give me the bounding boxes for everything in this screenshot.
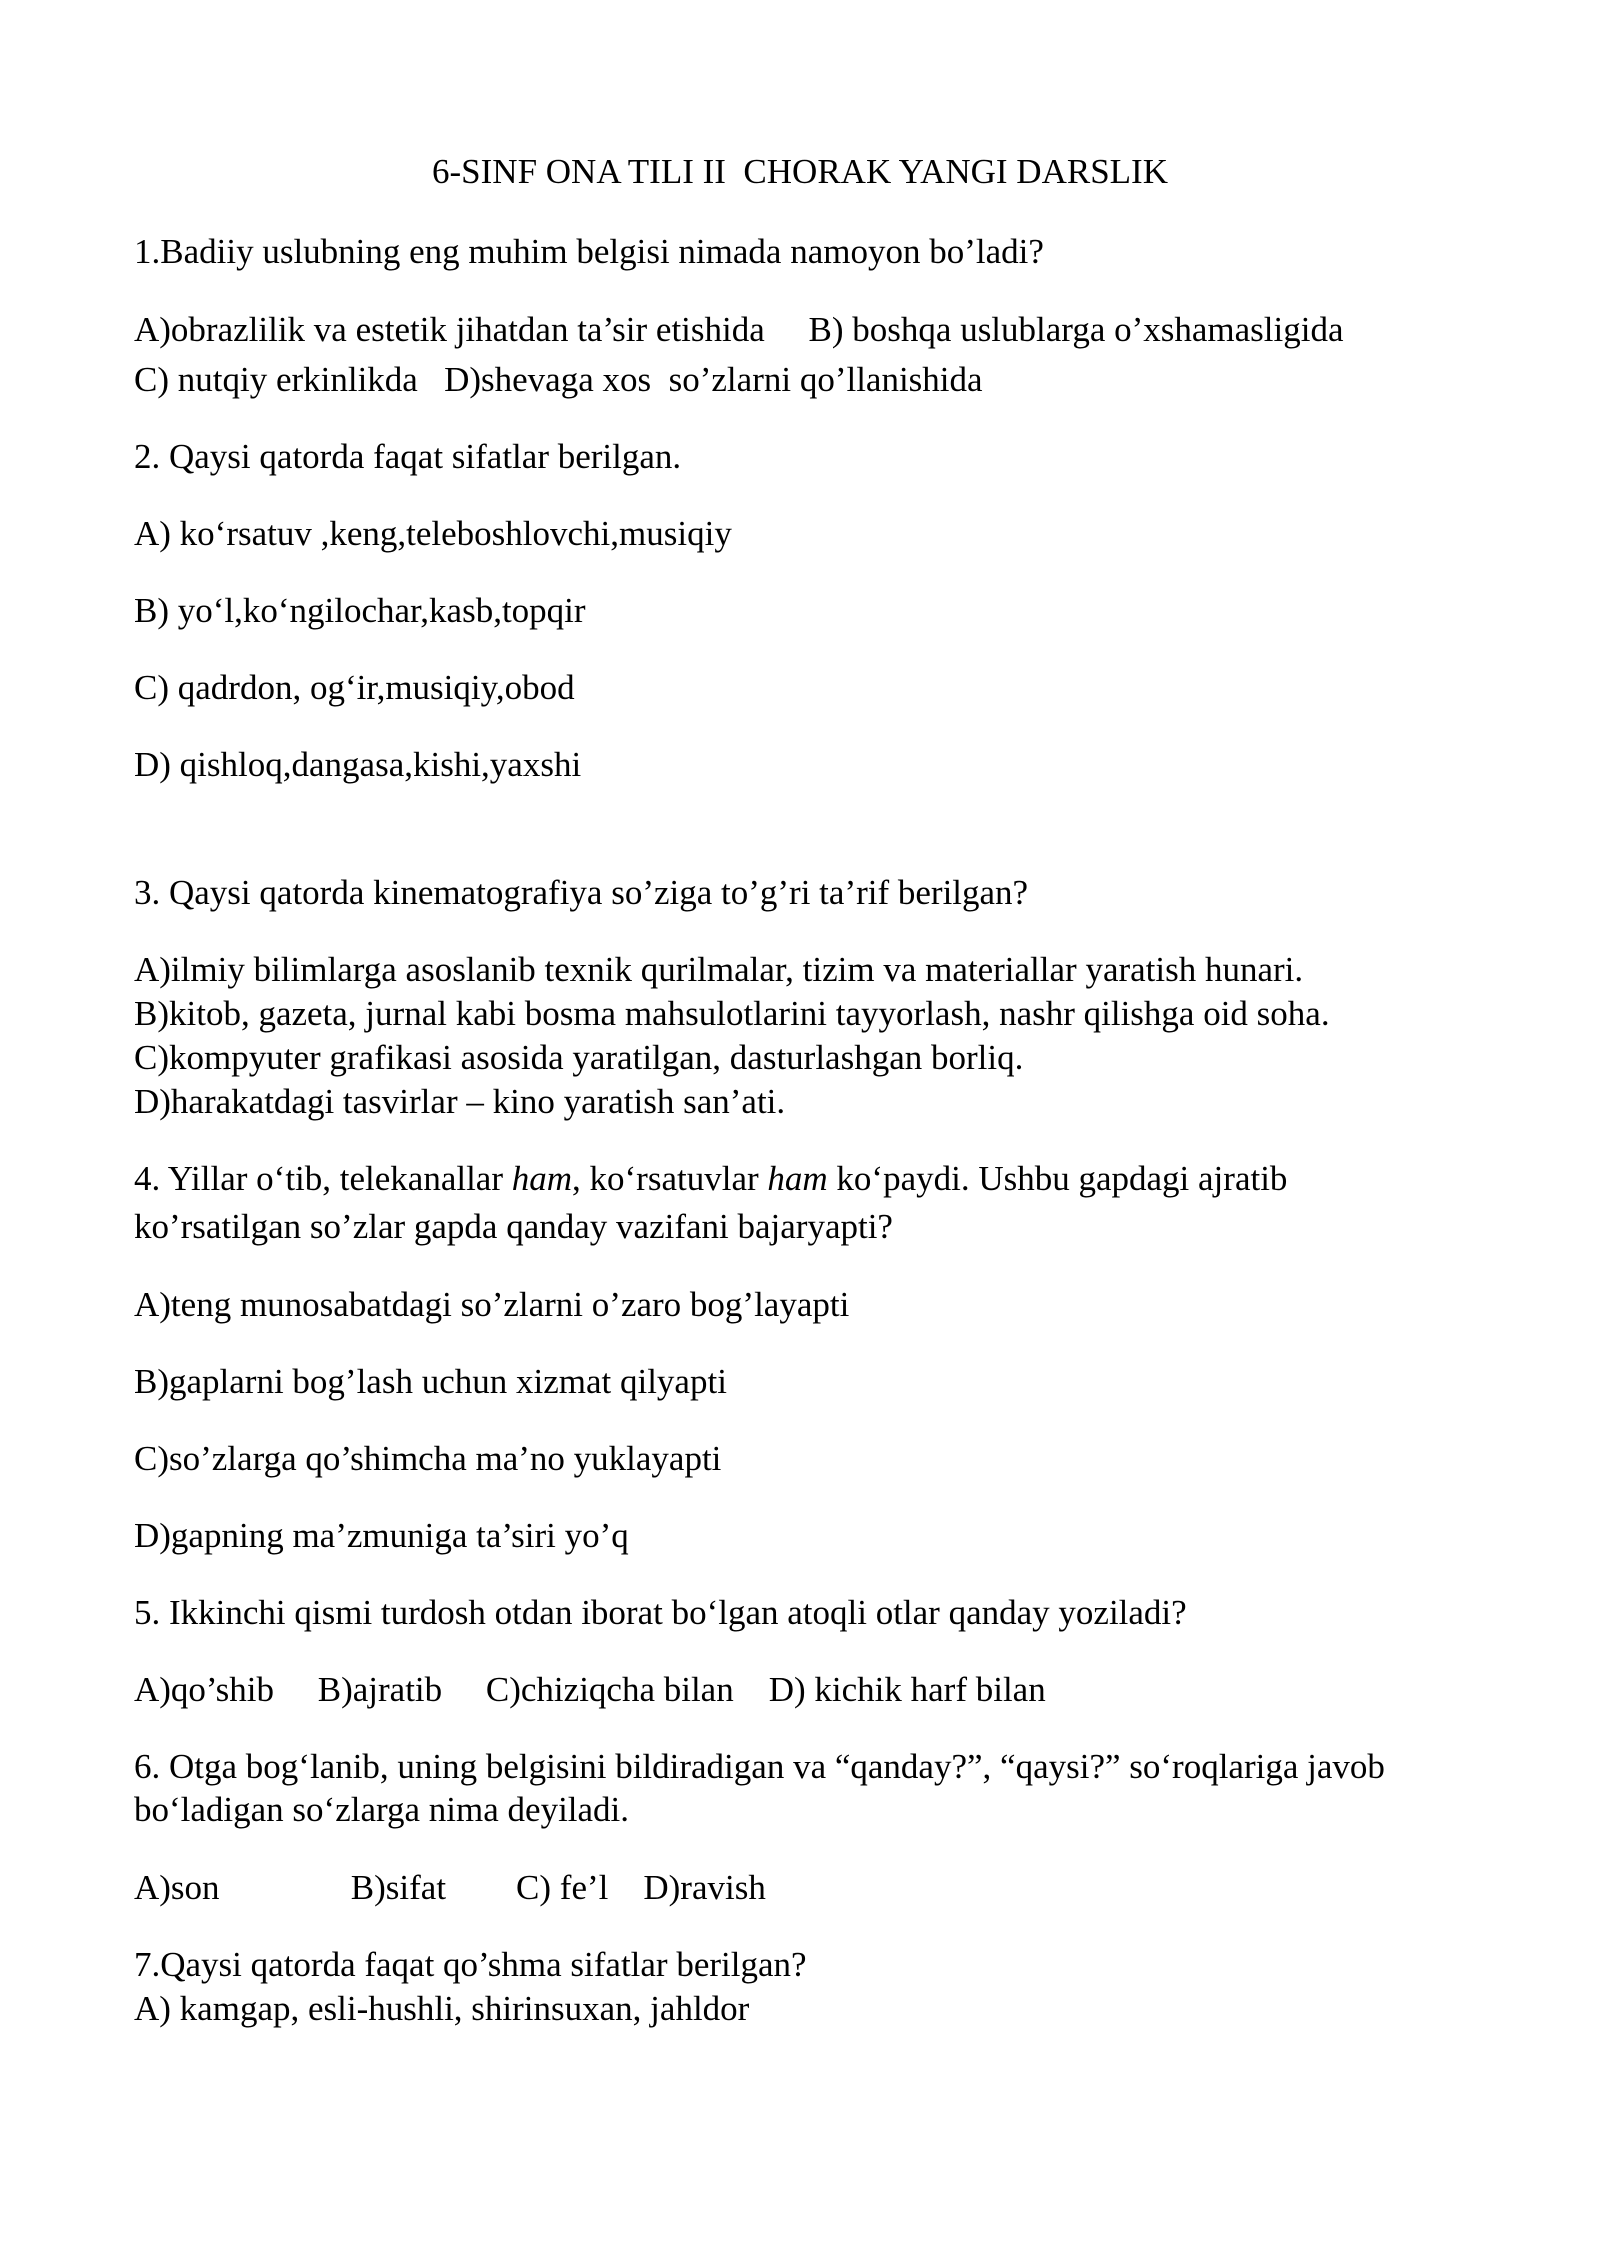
question-4-line-2: ko’rsatilgan so’zlar gapda qanday vazifani bajaryapti? <box>134 1207 893 1246</box>
question-3-option-b: B)kitob, gazeta, jurnal kabi bosma mahsulotlarini tayyorlash, nashr qilishga oid soha. <box>134 994 1330 1033</box>
question-2-option-b: B) yo‘l,ko‘ngilochar,kasb,topqir <box>134 591 586 630</box>
question-4-option-c: C)so’zlarga qo’shimcha ma’no yuklayapti <box>134 1439 722 1478</box>
question-4-text-part: , ko‘rsatuvlar <box>572 1159 768 1198</box>
question-2-option-d: D) qishloq,dangasa,kishi,yaxshi <box>134 745 582 784</box>
question-4-emphasis-ham-2: ham <box>767 1159 828 1198</box>
question-1: 1.Badiiy uslubning eng muhim belgisi nimada namoyon bo’ladi? <box>134 232 1044 271</box>
question-4-emphasis-ham-1: ham <box>511 1159 573 1198</box>
question-4-text-part: ko‘paydi. Ushbu gapdagi ajratib <box>827 1159 1288 1198</box>
question-6-line-1: 6. Otga bog‘lanib, uning belgisini bildiradigan va “qanday?”, “qaysi?” so‘roqlariga javob <box>134 1747 1385 1786</box>
question-2-option-a: A) ko‘rsatuv ,keng,teleboshlovchi,musiqiy <box>134 514 732 553</box>
question-6-options: A)son B)sifat C) fe’l D)ravish <box>134 1868 766 1907</box>
question-4-option-d: D)gapning ma’zmuniga ta’siri yo’q <box>134 1516 629 1555</box>
question-4-option-b: B)gaplarni bog’lash uchun xizmat qilyapti <box>134 1362 727 1401</box>
question-4-line-1 <box>134 1159 1287 1199</box>
question-3-option-a: A)ilmiy bilimlarga asoslanib texnik qurilmalar, tizim va materiallar yaratish hunari. <box>134 950 1304 989</box>
question-5-options: A)qo’shib B)ajratib C)chiziqcha bilan D) kichik harf bilan <box>134 1670 1046 1709</box>
question-3-option-c: C)kompyuter grafikasi asosida yaratilgan, dasturlashgan borliq. <box>134 1038 1024 1077</box>
question-1-options-line-1: A)obrazlilik va estetik jihatdan ta’sir etishida B) boshqa uslublarga o’xshamasligida <box>134 310 1344 349</box>
question-7-option-a: A) kamgap, esli-hushli, shirinsuxan, jahldor <box>134 1989 750 2028</box>
page-title: 6-SINF ONA TILI II CHORAK YANGI DARSLIK <box>432 152 1168 191</box>
question-1-options-line-2: C) nutqiy erkinlikda D)shevaga xos so’zlarni qo’llanishida <box>134 360 983 399</box>
question-4-option-a: A)teng munosabatdagi so’zlarni o’zaro bog’layapti <box>134 1285 850 1324</box>
question-3-option-d: D)harakatdagi tasvirlar – kino yaratish san’ati. <box>134 1082 786 1121</box>
question-6-line-2: bo‘ladigan so‘zlarga nima deyiladi. <box>134 1790 630 1829</box>
question-7: 7.Qaysi qatorda faqat qo’shma sifatlar berilgan? <box>134 1945 807 1984</box>
question-2-option-c: C) qadrdon, og‘ir,musiqiy,obod <box>134 668 575 707</box>
question-4-text-part: 4. Yillar o‘tib, telekanallar <box>134 1159 512 1198</box>
question-2: 2. Qaysi qatorda faqat sifatlar berilgan. <box>134 437 682 476</box>
question-3: 3. Qaysi qatorda kinematografiya so’ziga to’g’ri ta’rif berilgan? <box>134 873 1029 912</box>
question-5: 5. Ikkinchi qismi turdosh otdan iborat bo‘lgan atoqli otlar qanday yoziladi? <box>134 1593 1187 1632</box>
